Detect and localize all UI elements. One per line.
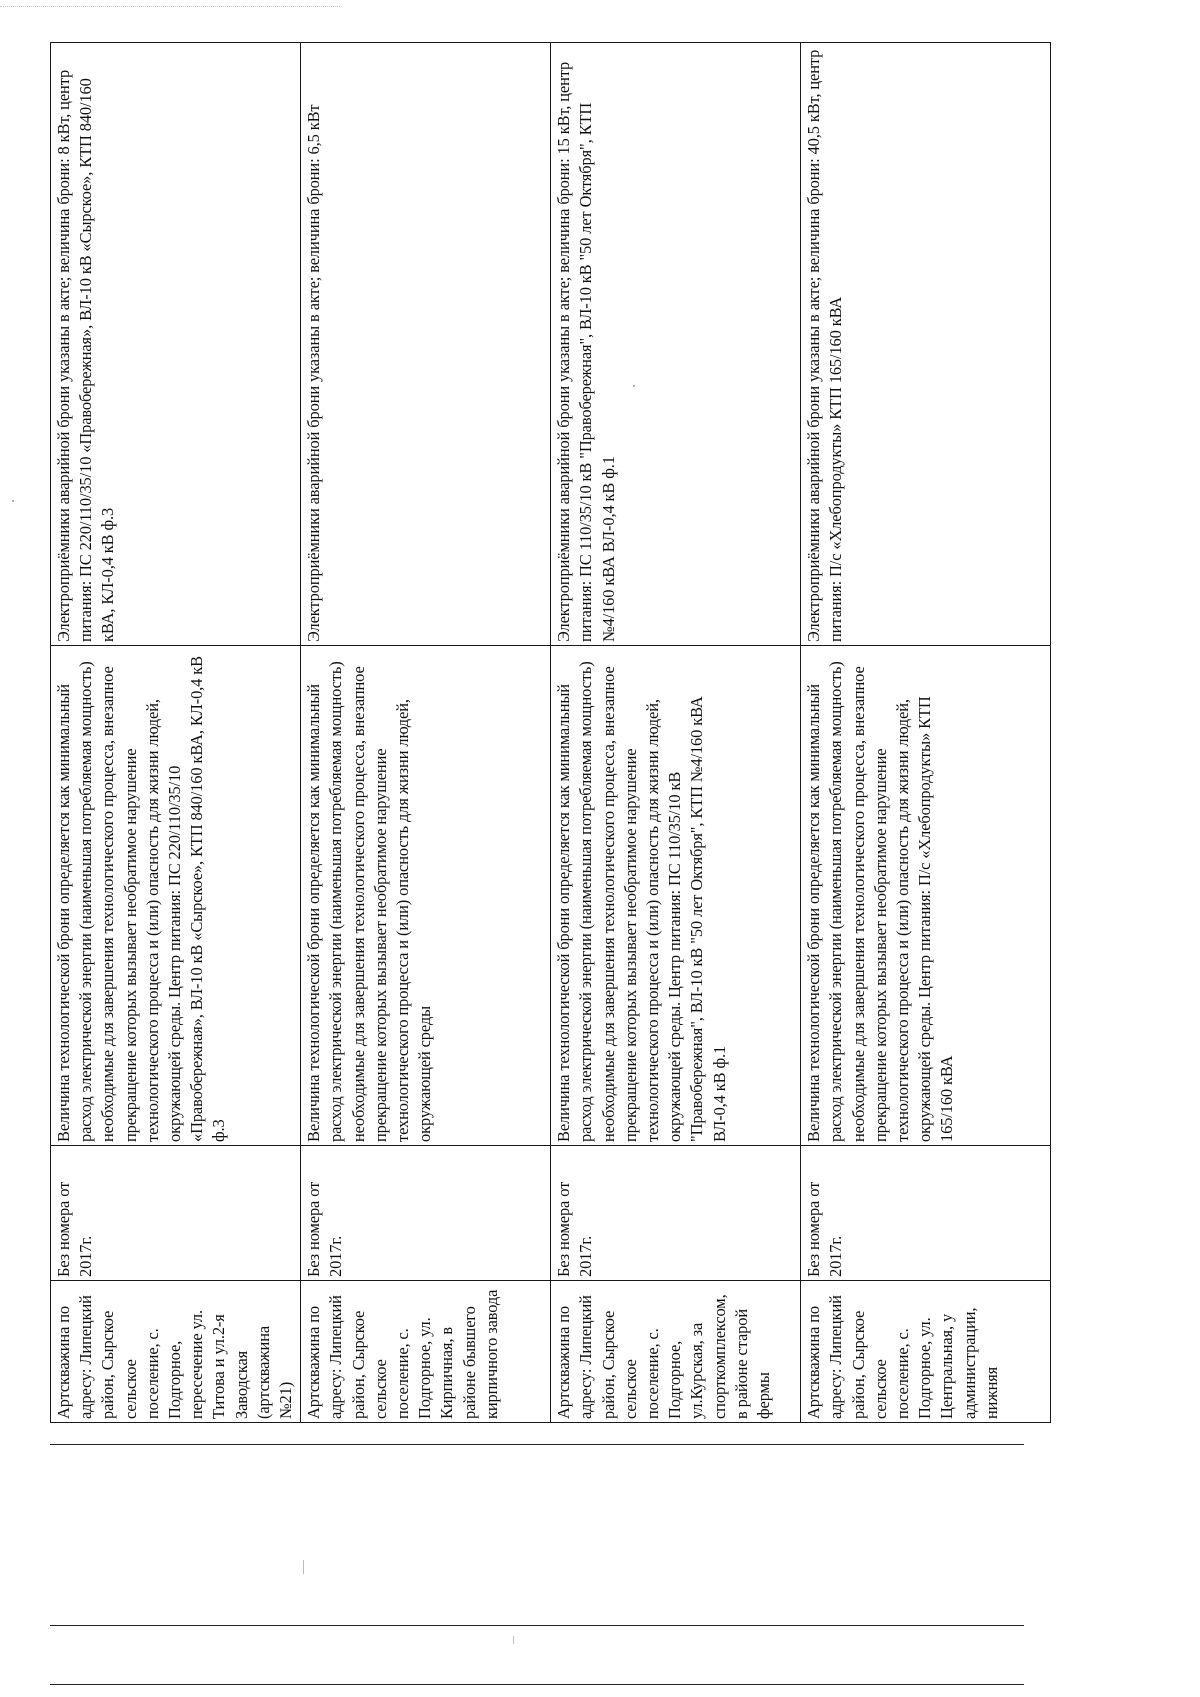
emergency-reserve-cell: Электроприёмники аварийной брони указаны в акте; величина брони: 8 кВт, центр питания: ПС 220/110/35/10 «Правобережная», ВЛ-10 кВ «Сырское», КТП 840/160 кВА, КЛ-0,4 кВ ф.3 xyxy=(51,43,301,646)
address-cell: Артскважина по адресу: Липецкий район, Сырское сельское поселение, с. Подгорное, пересечение ул. Титова и ул.2-я Заводская (артскважина №21) xyxy=(51,1281,301,1423)
act-number-cell: Без номера от 2017г. xyxy=(801,1146,1051,1281)
tech-reserve-cell: Величина технологической брони определяется как минимальный расход электрической энергии (наименьшая потребляемая мощность) необходимые для завершения технологического процесса, внезапное прекращение которых вызывает необратимое нарушение технологического процесса и (или) опасность для жизни людей, окружающей среды. Центр питания: ПС 110/35/10 кВ "Правобережная", ВЛ-10 кВ "50 лет Октября", КТП №4/160 кВА ВЛ-0,4 кВ ф.1 xyxy=(551,646,801,1146)
table-row xyxy=(301,43,551,1423)
emergency-reserve-cell: Электроприёмники аварийной брони указаны в акте; величина брони: 40,5 кВт, центр питания: П/с «Хлебопродукты» КТП 165/160 кВА xyxy=(801,43,1051,646)
scan-smudge xyxy=(303,1560,304,1574)
address-cell: Артскважина по адресу: Липецкий район, Сырское сельское поселение, с. Подгорное, ул.Курская, за спорткомплексом, в районе старой фермы xyxy=(551,1281,801,1423)
emergency-reserve-cell: Электроприёмники аварийной брони указаны в акте; величина брони: 15 кВт, центр питания: ПС 110/35/10 кВ "Правобережная", ВЛ-10 кВ "50 лет Октября", КТП №4/160 кВА ВЛ-0,4 кВ ф.1 xyxy=(551,43,801,646)
table-bottom-rule xyxy=(50,1625,1024,1626)
tech-reserve-cell: Величина технологической брони определяется как минимальный расход электрической энергии (наименьшая потребляемая мощность) необходимые для завершения технологического процесса, внезапное прекращение которых вызывает необратимое нарушение технологического процесса и (или) опасность для жизни людей, окружающей среды xyxy=(301,646,551,1146)
address-cell: Артскважина по адресу: Липецкий район, Сырское сельское поселение, с. Подгорное, ул. Центральная, у администрации, нижняя xyxy=(801,1281,1051,1423)
rotated-table-page xyxy=(50,43,1050,1423)
table-row xyxy=(801,43,1051,1423)
act-number-cell: Без номера от 2017г. xyxy=(301,1146,551,1281)
table-row xyxy=(551,43,801,1423)
table-bottom-rule xyxy=(50,1444,1024,1445)
scan-top-edge xyxy=(0,6,340,7)
table-bottom-rule xyxy=(50,1684,1024,1685)
tech-reserve-cell: Величина технологической брони определяется как минимальный расход электрической энергии (наименьшая потребляемая мощность) необходимые для завершения технологического процесса, внезапное прекращение которых вызывает необратимое нарушение технологического процесса и (или) опасность для жизни людей, окружающей среды. Центр питания: ПС 220/110/35/10 «Правобережная», ВЛ-10 кВ «Сырское», КТП 840/160 кВА, КЛ-0,4 кВ ф.3 xyxy=(51,646,301,1146)
act-number-cell: Без номера от 2017г. xyxy=(551,1146,801,1281)
emergency-reserve-cell: Электроприёмники аварийной брони указаны в акте; величина брони: 6,5 кВт xyxy=(301,43,551,646)
stray-dot xyxy=(12,500,14,502)
tech-reserve-cell: Величина технологической брони определяется как минимальный расход электрической энергии (наименьшая потребляемая мощность) необходимые для завершения технологического процесса, внезапное прекращение которых вызывает необратимое нарушение технологического процесса и (или) опасность для жизни людей, окружающей среды. Центр питания: П/с «Хлебопродукты» КТП 165/160 кВА xyxy=(801,646,1051,1146)
address-cell: Артскважина по адресу: Липецкий район, Сырское сельское поселение, с. Подгорное, ул. Кирпичная, в районе бывшего кирпичного завода xyxy=(301,1281,551,1423)
scan-smudge xyxy=(513,1636,514,1644)
table-row xyxy=(51,43,301,1423)
reserve-acts-table xyxy=(50,42,1051,1423)
act-number-cell: Без номера от 2017г. xyxy=(51,1146,301,1281)
